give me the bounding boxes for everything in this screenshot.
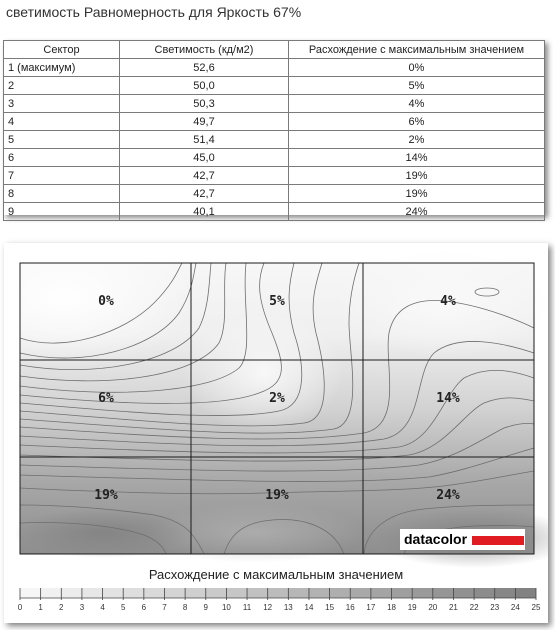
cell-luminance: 45,0: [120, 149, 289, 167]
scale-swatch: [474, 588, 495, 598]
scale-tick-label: 20: [428, 603, 438, 612]
scale-tick-label: 14: [304, 603, 314, 612]
table-row: [4, 113, 545, 131]
uniformity-heatmap: [4, 243, 548, 623]
cell-luminance: 50,3: [120, 95, 289, 113]
scale-swatch: [206, 588, 227, 598]
scale-swatch: [226, 588, 247, 598]
scale-swatch: [185, 588, 206, 598]
scale-tick-label: 5: [120, 603, 126, 612]
scale-tick-label: 1: [38, 603, 43, 612]
scale-swatch: [288, 588, 309, 598]
scale-tick-label: 19: [407, 603, 417, 612]
scale-swatch: [20, 588, 41, 598]
cell-deviation: 5%: [289, 77, 545, 95]
cell-deviation: 24%: [289, 203, 545, 221]
scale-tick-label: 21: [448, 603, 458, 612]
sector-label: 5%: [269, 294, 285, 309]
scale-tick-label: 7: [162, 603, 167, 612]
cell-sector: 1 (максимум): [4, 59, 120, 77]
scale-tick-label: 13: [283, 603, 293, 612]
scale-tick-label: 6: [141, 603, 147, 612]
cell-deviation: 19%: [289, 167, 545, 185]
table-row: [4, 185, 545, 203]
datacolor-logo: [400, 529, 525, 550]
cell-deviation: 6%: [289, 113, 545, 131]
scale-swatch: [495, 588, 516, 598]
scale-swatch: [330, 588, 351, 598]
table-row: [4, 203, 545, 221]
scale-tick-label: 23: [490, 603, 500, 612]
cell-deviation: 0%: [289, 59, 545, 77]
cell-sector: 9: [4, 203, 120, 221]
scale-tick-label: 4: [100, 603, 105, 612]
scale-tick-label: 16: [345, 603, 355, 612]
sector-label: 6%: [98, 391, 114, 406]
cell-sector: 7: [4, 167, 120, 185]
sector-label: 4%: [440, 294, 456, 309]
scale-tick-label: 17: [366, 603, 376, 612]
sector-label: 14%: [436, 391, 460, 406]
scale-tick-label: 3: [79, 603, 85, 612]
uniformity-heatmap-panel: [4, 243, 548, 623]
cell-sector: 3: [4, 95, 120, 113]
scale-tick-label: 12: [263, 603, 273, 612]
scale-tick-label: 0: [17, 603, 23, 612]
uniformity-table-panel: [3, 40, 545, 218]
table-row: [4, 131, 545, 149]
scale-tick-label: 9: [203, 603, 208, 612]
cell-luminance: 42,7: [120, 185, 289, 203]
cell-sector: 8: [4, 185, 120, 203]
scale-swatch: [164, 588, 185, 598]
uniformity-table: [3, 40, 545, 221]
scale-swatch: [268, 588, 289, 598]
svg-text:datacolor: datacolor: [404, 531, 468, 547]
cell-sector: 6: [4, 149, 120, 167]
scale-swatch: [412, 588, 433, 598]
color-scale: [18, 588, 541, 612]
cell-luminance: 42,7: [120, 167, 289, 185]
cell-deviation: 19%: [289, 185, 545, 203]
scale-swatch: [247, 588, 268, 598]
scale-tick-label: 22: [469, 603, 479, 612]
scale-tick-label: 18: [387, 603, 396, 612]
sector-label: 19%: [94, 488, 118, 503]
cell-sector: 5: [4, 131, 120, 149]
scale-swatch: [103, 588, 124, 598]
page-title: светимость Равномерность для Яркость 67%: [6, 4, 302, 20]
scale-swatch: [392, 588, 413, 598]
cell-luminance: 50,0: [120, 77, 289, 95]
scale-swatch: [309, 588, 330, 598]
scale-swatch: [123, 588, 144, 598]
scale-tick-label: 10: [221, 603, 231, 612]
scale-swatch: [350, 588, 371, 598]
scale-swatch: [515, 588, 536, 598]
heat-shade: [14, 508, 194, 558]
table-row: [4, 149, 545, 167]
scale-swatch: [433, 588, 454, 598]
cell-luminance: 52,6: [120, 59, 289, 77]
cell-luminance: 51,4: [120, 131, 289, 149]
sector-label: 24%: [436, 488, 460, 503]
scale-swatch: [61, 588, 82, 598]
sector-label: 2%: [269, 391, 285, 406]
scale-title: Расхождение с максимальным значением: [148, 567, 404, 582]
cell-deviation: 14%: [289, 149, 545, 167]
table-row: [4, 95, 545, 113]
cell-sector: 2: [4, 77, 120, 95]
cell-luminance: 40,1: [120, 203, 289, 221]
table-header-row: [4, 41, 545, 59]
sector-label: 0%: [98, 294, 114, 309]
table-row: [4, 59, 545, 77]
cell-sector: 4: [4, 113, 120, 131]
cell-luminance: 49,7: [120, 113, 289, 131]
scale-tick-label: 8: [182, 603, 188, 612]
header-deviation: Расхождение с максимальным значением: [289, 41, 545, 59]
cell-deviation: 2%: [289, 131, 545, 149]
header-sector: Сектор: [4, 41, 120, 59]
heat-highlight: [184, 313, 344, 433]
scale-tick-label: 2: [59, 603, 64, 612]
scale-swatch: [41, 588, 62, 598]
scale-swatch: [453, 588, 474, 598]
sector-label: 19%: [265, 488, 289, 503]
cell-deviation: 4%: [289, 95, 545, 113]
scale-tick-label: 24: [510, 603, 520, 612]
header-luminance: Светимость (кд/м2): [120, 41, 289, 59]
table-row: [4, 167, 545, 185]
scale-tick-label: 11: [242, 603, 252, 612]
scale-tick-label: 15: [325, 603, 335, 612]
scale-swatch: [82, 588, 103, 598]
scale-swatch: [371, 588, 392, 598]
table-row: [4, 77, 545, 95]
scale-swatch: [144, 588, 165, 598]
scale-tick-label: 25: [531, 603, 541, 612]
